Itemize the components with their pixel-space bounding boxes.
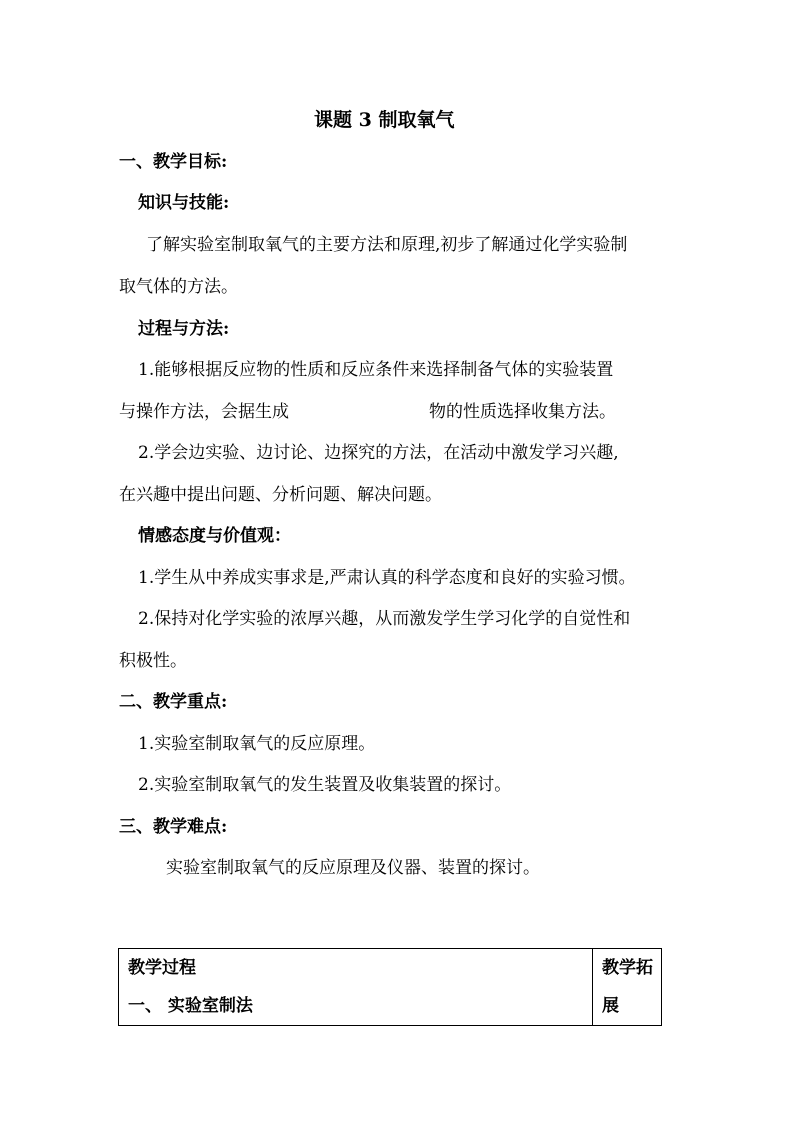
process-item-2-line-1: 2.学会边实验、边讨论、边探究的方法，在活动中激发学习兴趣, (138, 443, 619, 463)
process-item-1-line-2-left: 与操作方法，会据生成 (119, 402, 289, 422)
process-item-1-line-1: 1.能够根据反应物的性质和反应条件来选择制备气体的实验装置 (138, 360, 614, 380)
key-point-2: 2.实验室制取氧气的发生装置及收集装置的探讨。 (138, 775, 512, 795)
key-point-1: 1.实验室制取氧气的反应原理。 (138, 734, 376, 754)
extension-header-line-2: 展 (602, 996, 619, 1016)
extension-cell (593, 949, 662, 1026)
section-heading-objectives: 一、教学目标: (119, 152, 228, 172)
teaching-process-table (118, 948, 662, 1026)
page-title: 课题 3 制取氧气 (314, 109, 455, 131)
process-item-1-line-2-right: 物的性质选择收集方法。 (429, 402, 616, 422)
process-item-2-line-2: 在兴趣中提出问题、分析问题、解决问题。 (119, 485, 442, 505)
section-heading-key-points: 二、教学重点: (119, 692, 228, 712)
process-header: 教学过程 (128, 958, 196, 978)
section-heading-difficulties: 三、教学难点: (119, 817, 228, 837)
lab-method-heading: 一、 实验室制法 (128, 996, 253, 1016)
difficulty-text: 实验室制取氧气的反应原理及仪器、装置的探讨。 (166, 858, 540, 878)
extension-header-line-1: 教学拓 (602, 958, 653, 978)
process-cell (119, 949, 593, 1026)
emotion-item-1: 1.学生从中养成实事求是,严肃认真的科学态度和良好的实验习惯。 (138, 568, 636, 588)
subheading-knowledge: 知识与技能: (138, 193, 230, 213)
emotion-item-2-line-1: 2.保持对化学实验的浓厚兴趣，从而激发学生学习化学的自觉性和 (138, 609, 631, 629)
knowledge-line-2: 取气体的方法。 (119, 277, 238, 297)
knowledge-line-1: 了解实验室制取氧气的主要方法和原理,初步了解通过化学实验制 (146, 235, 628, 255)
subheading-emotion: 情感态度与价值观： (138, 526, 291, 546)
subheading-process: 过程与方法: (138, 319, 230, 339)
emotion-item-2-line-2: 积极性。 (119, 651, 187, 671)
